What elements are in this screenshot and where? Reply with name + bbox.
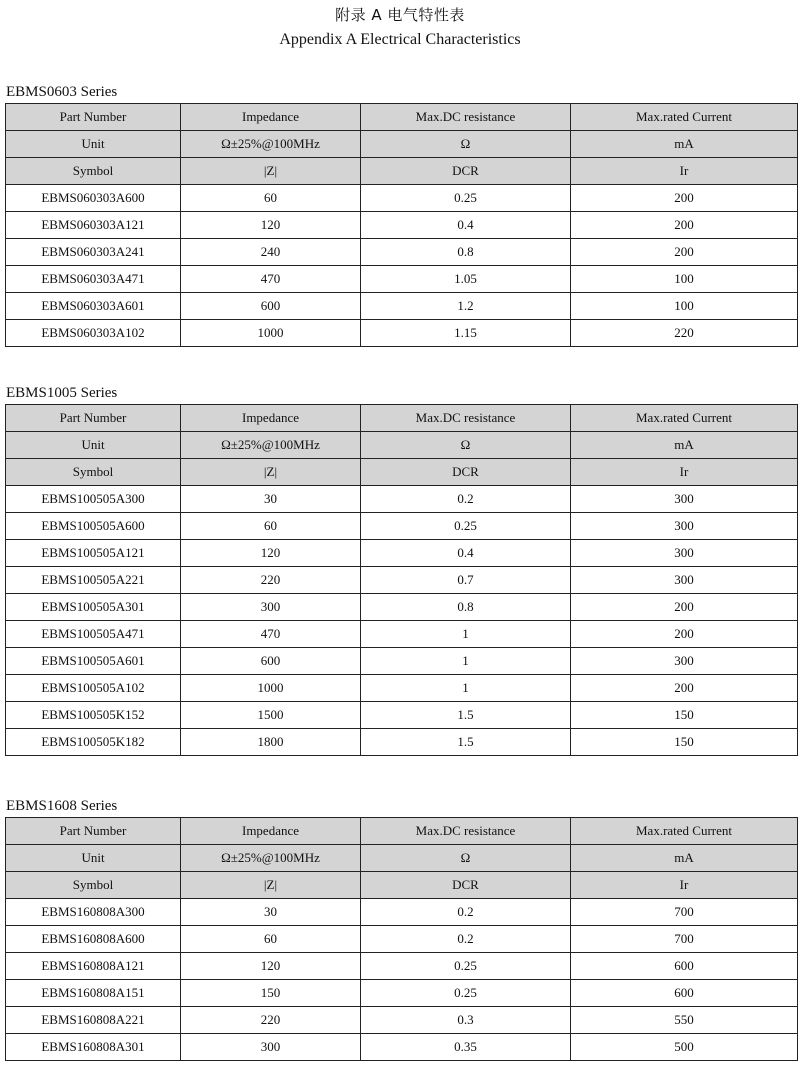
table-row (6, 486, 798, 513)
table-cell: 0.4 (361, 212, 571, 239)
table-cell: EBMS100505A601 (6, 648, 181, 675)
series-section-0603 (5, 81, 797, 347)
header-cell: mA (571, 432, 798, 459)
table-cell: 1.5 (361, 702, 571, 729)
header-cell: mA (571, 131, 798, 158)
header-cell: Part Number (6, 104, 181, 131)
table-cell: 0.4 (361, 540, 571, 567)
table-row (6, 899, 798, 926)
table-cell: EBMS160808A300 (6, 899, 181, 926)
table-row (6, 185, 798, 212)
header-row (6, 459, 798, 486)
table-row (6, 293, 798, 320)
header-cell: DCR (361, 459, 571, 486)
series-title: EBMS1005 Series (6, 385, 118, 401)
series-section-1608 (5, 795, 797, 1061)
table-row (6, 266, 798, 293)
header-cell: Part Number (6, 818, 181, 845)
table-cell: 0.25 (361, 980, 571, 1007)
table-cell: 30 (181, 899, 361, 926)
table-cell: EBMS060303A471 (6, 266, 181, 293)
spec-table-0603 (5, 103, 798, 347)
header-row (6, 818, 798, 845)
header-cell: Max.rated Current (571, 104, 798, 131)
header-cell: Symbol (6, 158, 181, 185)
table-cell: EBMS060303A600 (6, 185, 181, 212)
table-cell: 0.2 (361, 926, 571, 953)
header-cell: Max.DC resistance (361, 405, 571, 432)
header-cell: DCR (361, 158, 571, 185)
header-cell: Max.rated Current (571, 818, 798, 845)
table-cell: 100 (571, 293, 798, 320)
table-cell: 550 (571, 1007, 798, 1034)
table-row (6, 621, 798, 648)
series-title: EBMS1608 Series (6, 798, 118, 814)
table-cell: 200 (571, 594, 798, 621)
table-cell: EBMS100505A102 (6, 675, 181, 702)
table-cell: 1500 (181, 702, 361, 729)
page-title-en: Appendix A Electrical Characteristics (279, 31, 521, 48)
table-cell: 0.25 (361, 953, 571, 980)
header-row (6, 432, 798, 459)
series-title: EBMS0603 Series (6, 84, 118, 100)
table-cell: 100 (571, 266, 798, 293)
header-cell: Ω±25%@100MHz (181, 432, 361, 459)
table-cell: 1.15 (361, 320, 571, 347)
table-cell: 700 (571, 926, 798, 953)
table-cell: EBMS060303A102 (6, 320, 181, 347)
table-cell: 0.35 (361, 1034, 571, 1061)
header-cell: Unit (6, 845, 181, 872)
table-cell: EBMS100505A121 (6, 540, 181, 567)
header-cell: Ω±25%@100MHz (181, 131, 361, 158)
table-cell: 60 (181, 513, 361, 540)
table-cell: 60 (181, 926, 361, 953)
header-cell: Impedance (181, 405, 361, 432)
header-row (6, 158, 798, 185)
table-cell: EBMS060303A121 (6, 212, 181, 239)
header-cell: Ω (361, 432, 571, 459)
header-row (6, 872, 798, 899)
header-cell: Part Number (6, 405, 181, 432)
table-cell: 500 (571, 1034, 798, 1061)
table-cell: EBMS100505A471 (6, 621, 181, 648)
table-cell: 0.3 (361, 1007, 571, 1034)
table-cell: 1.5 (361, 729, 571, 756)
header-cell: Symbol (6, 459, 181, 486)
table-cell: 300 (571, 513, 798, 540)
table-cell: EBMS100505A301 (6, 594, 181, 621)
table-cell: 150 (181, 980, 361, 1007)
table-cell: 0.25 (361, 513, 571, 540)
header-cell: DCR (361, 872, 571, 899)
table-row (6, 953, 798, 980)
table-row (6, 212, 798, 239)
table-cell: 150 (571, 729, 798, 756)
header-cell: Unit (6, 432, 181, 459)
table-cell: 1000 (181, 675, 361, 702)
table-cell: 600 (571, 980, 798, 1007)
table-cell: 0.25 (361, 185, 571, 212)
table-row (6, 239, 798, 266)
table-cell: 470 (181, 266, 361, 293)
table-row (6, 702, 798, 729)
table-row (6, 513, 798, 540)
header-cell: Ω (361, 845, 571, 872)
table-cell: 200 (571, 185, 798, 212)
header-cell: Impedance (181, 104, 361, 131)
table-cell: EBMS160808A151 (6, 980, 181, 1007)
table-cell: EBMS100505A221 (6, 567, 181, 594)
table-cell: 1000 (181, 320, 361, 347)
table-cell: 1 (361, 621, 571, 648)
table-cell: 200 (571, 239, 798, 266)
header-row (6, 845, 798, 872)
header-cell: Symbol (6, 872, 181, 899)
table-cell: 300 (181, 594, 361, 621)
table-cell: 0.8 (361, 594, 571, 621)
table-cell: 0.2 (361, 899, 571, 926)
table-cell: 0.7 (361, 567, 571, 594)
header-cell: Max.rated Current (571, 405, 798, 432)
table-cell: 1 (361, 648, 571, 675)
table-cell: 700 (571, 899, 798, 926)
table-cell: 200 (571, 675, 798, 702)
table-row (6, 540, 798, 567)
table-cell: EBMS100505K182 (6, 729, 181, 756)
table-cell: EBMS160808A221 (6, 1007, 181, 1034)
header-cell: Ω±25%@100MHz (181, 845, 361, 872)
header-cell: Max.DC resistance (361, 818, 571, 845)
table-cell: 220 (571, 320, 798, 347)
table-cell: 300 (571, 648, 798, 675)
spec-table-1608 (5, 817, 798, 1061)
table-row (6, 1007, 798, 1034)
table-cell: 1800 (181, 729, 361, 756)
table-row (6, 926, 798, 953)
table-cell: EBMS160808A301 (6, 1034, 181, 1061)
series-section-1005 (5, 382, 797, 756)
header-cell: |Z| (181, 158, 361, 185)
header-cell: Ir (571, 459, 798, 486)
table-row (6, 1034, 798, 1061)
header-cell: Max.DC resistance (361, 104, 571, 131)
table-cell: 1 (361, 675, 571, 702)
header-cell: mA (571, 845, 798, 872)
header-cell: |Z| (181, 459, 361, 486)
table-cell: 1.2 (361, 293, 571, 320)
table-row (6, 594, 798, 621)
table-cell: 300 (571, 567, 798, 594)
table-cell: EBMS100505A600 (6, 513, 181, 540)
table-cell: 120 (181, 953, 361, 980)
table-cell: EBMS100505K152 (6, 702, 181, 729)
header-row (6, 405, 798, 432)
table-cell: EBMS060303A601 (6, 293, 181, 320)
header-row (6, 131, 798, 158)
table-cell: 150 (571, 702, 798, 729)
table-cell: 600 (181, 293, 361, 320)
table-cell: 300 (181, 1034, 361, 1061)
header-cell: |Z| (181, 872, 361, 899)
table-cell: 220 (181, 1007, 361, 1034)
table-cell: 30 (181, 486, 361, 513)
header-cell: Impedance (181, 818, 361, 845)
table-cell: 300 (571, 540, 798, 567)
table-cell: EBMS060303A241 (6, 239, 181, 266)
table-row (6, 567, 798, 594)
header-cell: Ir (571, 158, 798, 185)
table-row (6, 320, 798, 347)
table-cell: 600 (571, 953, 798, 980)
table-cell: 1.05 (361, 266, 571, 293)
header-row (6, 104, 798, 131)
table-cell: 60 (181, 185, 361, 212)
page-title-cn: 附录 A 电气特性表 (335, 6, 465, 24)
table-cell: 120 (181, 540, 361, 567)
table-cell: 200 (571, 621, 798, 648)
spec-table-1005 (5, 404, 798, 756)
table-cell: 470 (181, 621, 361, 648)
table-row (6, 648, 798, 675)
table-row (6, 729, 798, 756)
table-cell: 220 (181, 567, 361, 594)
table-cell: EBMS160808A600 (6, 926, 181, 953)
table-row (6, 980, 798, 1007)
table-row (6, 675, 798, 702)
header-cell: Unit (6, 131, 181, 158)
table-cell: EBMS160808A121 (6, 953, 181, 980)
header-cell: Ω (361, 131, 571, 158)
table-cell: 0.2 (361, 486, 571, 513)
table-cell: 120 (181, 212, 361, 239)
table-cell: EBMS100505A300 (6, 486, 181, 513)
table-cell: 200 (571, 212, 798, 239)
table-cell: 300 (571, 486, 798, 513)
table-cell: 240 (181, 239, 361, 266)
header-cell: Ir (571, 872, 798, 899)
table-cell: 0.8 (361, 239, 571, 266)
table-cell: 600 (181, 648, 361, 675)
